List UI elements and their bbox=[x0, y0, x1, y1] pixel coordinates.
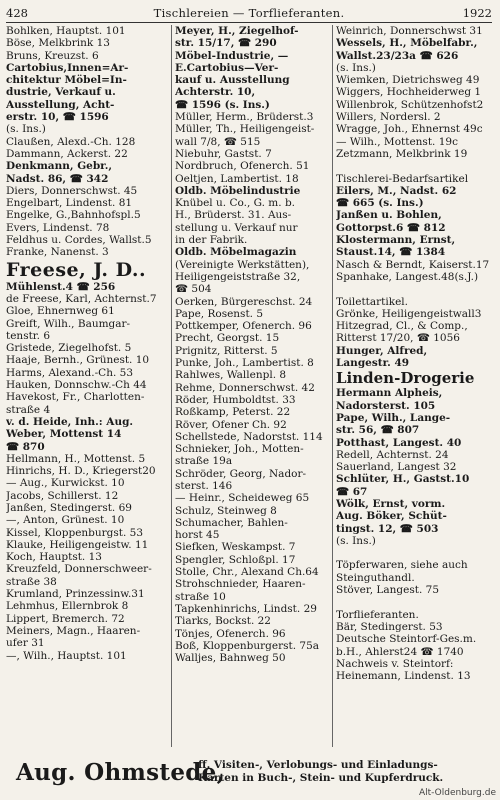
entry-line: in der Fabrik. bbox=[175, 234, 248, 247]
entry-line: Heiligengeiststraße 32, bbox=[175, 270, 301, 283]
entry-line: Schlüter, H., Gastst.10 bbox=[336, 473, 470, 486]
entry-line: Müller, Herm., Brüderst.3 bbox=[175, 111, 314, 124]
entry-line: Havekost, Fr., Charlotten- bbox=[6, 391, 145, 404]
entry-line: Wiggers, Hochheiderweg 1 bbox=[336, 86, 482, 99]
entry-line: Engelke, G.,Bahnhofspl.5 bbox=[6, 209, 141, 222]
entry-line: Hitzegrad, Cl., & Comp., bbox=[336, 320, 468, 333]
entry-line: Hinrichs, H. D., Kriegerst20 bbox=[6, 465, 156, 478]
advertiser-description-line-2: Karten in Buch-, Stein- und Kupferdruck. bbox=[198, 772, 444, 784]
entry-line: Greift, Wilh., Baumgar- bbox=[6, 317, 131, 330]
entry-line: ☎ 870 bbox=[6, 440, 45, 453]
entry-line: chitektur Möbel=In- bbox=[6, 74, 127, 87]
entry-line: Wölk, Ernst, vorm. bbox=[336, 497, 446, 510]
entry-line: Strohschnieder, Haaren- bbox=[175, 578, 306, 591]
entry-line: Walljes, Bahnweg 50 bbox=[175, 652, 286, 665]
entry-line: Harms, Alexand.-Ch. 53 bbox=[6, 366, 133, 379]
entry-line: Kreuzfeld, Donnerschweer- bbox=[6, 563, 152, 576]
entry-line: Niebuhr, Gastst. 7 bbox=[175, 147, 272, 160]
entry-line: Franke, Nanenst. 3 bbox=[6, 246, 109, 259]
entry-line: straße 10 bbox=[175, 590, 226, 603]
advertiser-name: Aug. Ohmstede, bbox=[16, 759, 225, 786]
entry-line: Janßen, Stedingerst. 69 bbox=[6, 501, 132, 514]
entry-line: Cartobius,Innen=Ar- bbox=[6, 61, 129, 74]
entry-line bbox=[336, 547, 494, 559]
entry-line: Boß, Kloppenburgerst. 75a bbox=[175, 639, 320, 652]
entry-line: Weber, Mottenst 14 bbox=[6, 428, 122, 441]
entry-line: kauf u. Ausstellung bbox=[175, 74, 290, 87]
entry-line: Achterstr. 10, bbox=[175, 86, 256, 99]
entry-line: Wallst.23/23a ☎ 626 bbox=[336, 49, 459, 62]
entry-line: Tönjes, Ofenerch. 96 bbox=[175, 627, 286, 640]
entry-line: Denkmann, Gebr., bbox=[6, 160, 113, 173]
entry-line: Grönke, Heiligengeistwall3 bbox=[336, 307, 482, 320]
entry-line: dustrie, Verkauf u. bbox=[6, 86, 116, 99]
entry-line bbox=[336, 160, 494, 172]
entry-line: Möbel-Industrie, — bbox=[175, 49, 289, 62]
entry-line: Gloe, Ehnernweg 61 bbox=[6, 305, 115, 318]
entry-line: Toilettartikel. bbox=[336, 295, 409, 308]
entry-line: Steinguthandl. bbox=[336, 571, 415, 584]
entry-line: Freese, J. D.. bbox=[6, 258, 147, 281]
page-number-left: 428 bbox=[6, 6, 28, 20]
entry-line bbox=[336, 283, 494, 295]
entry-line: Böse, Melkbrink 13 bbox=[6, 37, 110, 50]
entry-line: Bruns, Kreuzst. 6 bbox=[6, 49, 99, 62]
entry-line: Röder, Humboldtst. 33 bbox=[175, 393, 296, 406]
entry-line: Oldb. Möbelmagazin bbox=[175, 246, 297, 259]
entry-line: Tiarks, Bockst. 22 bbox=[175, 615, 271, 628]
entry-line: Schumacher, Bahlen- bbox=[175, 516, 288, 529]
watermark: Alt-Oldenburg.de bbox=[418, 788, 496, 798]
entry-line: ☎ 1596 (s. Ins.) bbox=[175, 98, 270, 111]
column-2 bbox=[175, 25, 330, 750]
entry-line: de Freese, Karl, Achternst.7 bbox=[6, 292, 157, 305]
entry-line: stellung u. Verkauf nur bbox=[175, 221, 298, 234]
advertiser-description-line-1: ff. Visiten-, Verlobungs- und Einladungs- bbox=[198, 759, 438, 771]
entry-line: (s. Ins.) bbox=[336, 61, 376, 74]
entry-line: Meyer, H., Ziegelhof- bbox=[175, 25, 299, 37]
entry-line: Hauken, Donnschw.-Ch 44 bbox=[6, 379, 147, 392]
entry-line: Schellstede, Nadorstst. 114 bbox=[175, 430, 323, 443]
entry-line: Ritterst 17/20, ☎ 1056 bbox=[336, 332, 460, 345]
entry-line: — Aug., Kurwickst. 10 bbox=[6, 477, 125, 490]
entry-line: (Vereinigte Werkstätten), bbox=[175, 258, 310, 271]
entry-line: ☎ 665 (s. Ins.) bbox=[336, 197, 424, 210]
entry-line: str. 56, ☎ 807 bbox=[336, 424, 420, 437]
entry-line: Precht, Georgst. 15 bbox=[175, 332, 280, 345]
entry-line: straße 4 bbox=[6, 403, 51, 416]
entry-line: Claußen, Alexd.-Ch. 128 bbox=[6, 135, 136, 148]
entry-line: Diers, Donnerschwst. 45 bbox=[6, 184, 138, 197]
entry-line: b.H., Ahlerst24 ☎ 1740 bbox=[336, 645, 464, 658]
entry-line: Tischlerei-Bedarfsartikel bbox=[336, 172, 469, 185]
entry-line: Wragge, Joh., Ehnernst 49c bbox=[336, 123, 483, 136]
entry-line: — Wilh., Mottenst. 19c bbox=[336, 135, 458, 148]
entry-line: Langestr. 49 bbox=[336, 357, 410, 370]
entry-line: Stolle, Chr., Alexand Ch.64 bbox=[175, 566, 319, 579]
entry-line: Feldhus u. Cordes, Wallst.5 bbox=[6, 234, 152, 247]
entry-line: Heinemann, Lindenst. 13 bbox=[336, 670, 471, 683]
header-rule bbox=[6, 22, 492, 23]
entry-line: Aug. Böker, Schüt- bbox=[336, 510, 447, 523]
entry-line: Mühlenst.4 ☎ 256 bbox=[6, 280, 116, 293]
entry-line: tenstr. 6 bbox=[6, 329, 51, 342]
entry-line: Willenbrok, Schützenhofst2 bbox=[336, 98, 484, 111]
entry-line: Müller, Th., Heiligengeist- bbox=[175, 123, 315, 136]
entry-line: Nachweis v. Steintorf: bbox=[336, 657, 454, 670]
entry-line: Stöver, Langest. 75 bbox=[336, 584, 439, 597]
entry-line: Ausstellung, Acht- bbox=[6, 98, 115, 111]
page-header bbox=[6, 5, 492, 21]
entry-line: (s. Ins.) bbox=[6, 123, 46, 136]
entry-line: Schulz, Steinweg 8 bbox=[175, 504, 277, 517]
entry-line: Knübel u. Co., G. m. b. bbox=[175, 197, 296, 210]
entry-line: Willers, Nordersl. 2 bbox=[336, 111, 441, 124]
entry-line: Pape, Wilh., Lange- bbox=[336, 411, 451, 424]
entry-line: Schröder, Georg, Nador- bbox=[175, 467, 307, 480]
entry-line: Nasch & Berndt, Kaiserst.17 bbox=[336, 258, 490, 271]
entry-line: Töpferwaren, siehe auch bbox=[336, 559, 468, 572]
entry-line: Spengler, Schloßpl. 17 bbox=[175, 553, 296, 566]
entry-line: Potthast, Langest. 40 bbox=[336, 436, 462, 449]
entry-line: Hellmann, H., Mottenst. 5 bbox=[6, 452, 146, 465]
entry-line: (s. Ins.) bbox=[336, 534, 376, 547]
entry-line: Wessels, H., Möbelfabr., bbox=[336, 37, 478, 50]
entry-line: Oerken, Bürgereschst. 24 bbox=[175, 295, 313, 308]
entry-line: Haaje, Bernh., Grünest. 10 bbox=[6, 354, 150, 367]
entry-line: E.Cartobius—Ver- bbox=[175, 61, 279, 74]
entry-line: Nadst. 86, ☎ 342 bbox=[6, 172, 109, 185]
entry-line: Kissel, Kloppenburgst. 53 bbox=[6, 526, 144, 539]
entry-line: Meiners, Magn., Haaren- bbox=[6, 624, 141, 637]
page-title: Tischlereien — Torflieferanten. bbox=[153, 6, 345, 20]
entry-line: Jacobs, Schillerst. 12 bbox=[6, 489, 119, 502]
entry-line: — Heinr., Scheideweg 65 bbox=[175, 492, 310, 505]
entry-line: Hunger, Alfred, bbox=[336, 344, 428, 357]
entry-line: Staust.14, ☎ 1384 bbox=[336, 246, 446, 259]
entry-line: Röver, Ofener Ch. 92 bbox=[175, 418, 287, 431]
entry-line: Lehmhus, Ellernbrok 8 bbox=[6, 600, 129, 613]
entry-line: Janßen u. Bohlen, bbox=[336, 209, 442, 222]
entry-line: Spanhake, Langest.48(s.J.) bbox=[336, 270, 479, 283]
entry-line: sterst. 146 bbox=[175, 479, 233, 492]
entry-line: Siefken, Weskampst. 7 bbox=[175, 541, 296, 554]
entry-line: Pape, Rosenst. 5 bbox=[175, 307, 264, 320]
entry-line: Redell, Achternst. 24 bbox=[336, 448, 449, 461]
entry-line: ☎ 67 bbox=[336, 485, 368, 498]
entry-line: Gottorpst.6 ☎ 812 bbox=[336, 221, 446, 234]
entry-line: Eilers, M., Nadst. 62 bbox=[336, 184, 457, 197]
entry-line: erstr. 10, ☎ 1596 bbox=[6, 111, 109, 124]
entry-line: Pottkemper, Ofenerch. 96 bbox=[175, 320, 312, 333]
column-3 bbox=[336, 25, 494, 750]
entry-line: Linden-Drogerie bbox=[336, 369, 475, 388]
entry-line: Schnieker, Joh., Motten- bbox=[175, 443, 304, 456]
entry-line: Klostermann, Ernst, bbox=[336, 234, 456, 247]
entry-line: Bär, Stedingerst. 53 bbox=[336, 620, 443, 633]
entry-line: Bohlken, Hauptst. 101 bbox=[6, 25, 126, 37]
column-1 bbox=[6, 25, 168, 750]
entry-line: wall 7/8, ☎ 515 bbox=[175, 135, 261, 148]
entry-line: Rahlwes, Wallenpl. 8 bbox=[175, 369, 287, 382]
entry-line: Hermann Alpheis, bbox=[336, 387, 443, 400]
entry-line: Weinrich, Donnerschwst 31 bbox=[336, 25, 483, 37]
entry-line: horst 45 bbox=[175, 529, 220, 542]
entry-line: Koch, Hauptst. 13 bbox=[6, 551, 102, 564]
entry-line: straße 38 bbox=[6, 575, 57, 588]
entry-line: Oeltjen, Lambertist. 18 bbox=[175, 172, 299, 185]
entry-line: Nordbruch, Ofenerch. 51 bbox=[175, 160, 310, 173]
entry-line: Evers, Lindenst. 78 bbox=[6, 221, 110, 234]
entry-line: Gristede, Ziegelhofst. 5 bbox=[6, 342, 132, 355]
entry-line: Wiemken, Dietrichsweg 49 bbox=[336, 74, 480, 87]
entry-line: Engelbart, Lindenst. 81 bbox=[6, 197, 133, 210]
entry-line: Dammann, Ackerst. 22 bbox=[6, 147, 128, 160]
entry-line: str. 15/17, ☎ 290 bbox=[175, 37, 277, 50]
entry-line: Tapkenhinrichs, Lindst. 29 bbox=[175, 602, 317, 615]
entry-line: —, Wilh., Hauptst. 101 bbox=[6, 649, 127, 662]
entry-line: straße 19a bbox=[175, 455, 233, 468]
entry-line: tingst. 12, ☎ 503 bbox=[336, 522, 439, 535]
entry-line: v. d. Heide, Inh.: Aug. bbox=[6, 415, 134, 428]
entry-line: —, Anton, Grünest. 10 bbox=[6, 514, 125, 527]
entry-line: Klauke, Heiligengeistw. 11 bbox=[6, 538, 149, 551]
entry-line: Nadorsterst. 105 bbox=[336, 399, 436, 412]
entry-line bbox=[336, 596, 494, 608]
entry-line: Sauerland, Langest 32 bbox=[336, 461, 457, 474]
entry-line: Rehme, Donnerschwst. 42 bbox=[175, 381, 315, 394]
entry-line: Krumland, Prinzessinw.31 bbox=[6, 588, 145, 601]
entry-line: Torflieferanten. bbox=[336, 608, 419, 621]
column-divider-1 bbox=[171, 25, 172, 747]
entry-line: Zetzmann, Melkbrink 19 bbox=[336, 147, 468, 160]
entry-line: Roßkamp, Peterst. 22 bbox=[175, 406, 291, 419]
column-divider-2 bbox=[332, 25, 333, 747]
entry-line: H., Brüderst. 31. Aus- bbox=[175, 209, 292, 222]
entry-line: Lippert, Bremerch. 72 bbox=[6, 612, 125, 625]
entry-line: Prignitz, Ritterst. 5 bbox=[175, 344, 278, 357]
page-year: 1922 bbox=[462, 6, 492, 20]
advertiser-description bbox=[198, 759, 492, 785]
entry-line: Oldb. Möbelindustrie bbox=[175, 184, 301, 197]
entry-line: Punke, Joh., Lambertist. 8 bbox=[175, 357, 314, 370]
entry-line: Deutsche Steintorf-Ges.m. bbox=[336, 633, 477, 646]
entry-line: ☎ 504 bbox=[175, 283, 212, 296]
entry-line: ufer 31 bbox=[6, 637, 45, 650]
